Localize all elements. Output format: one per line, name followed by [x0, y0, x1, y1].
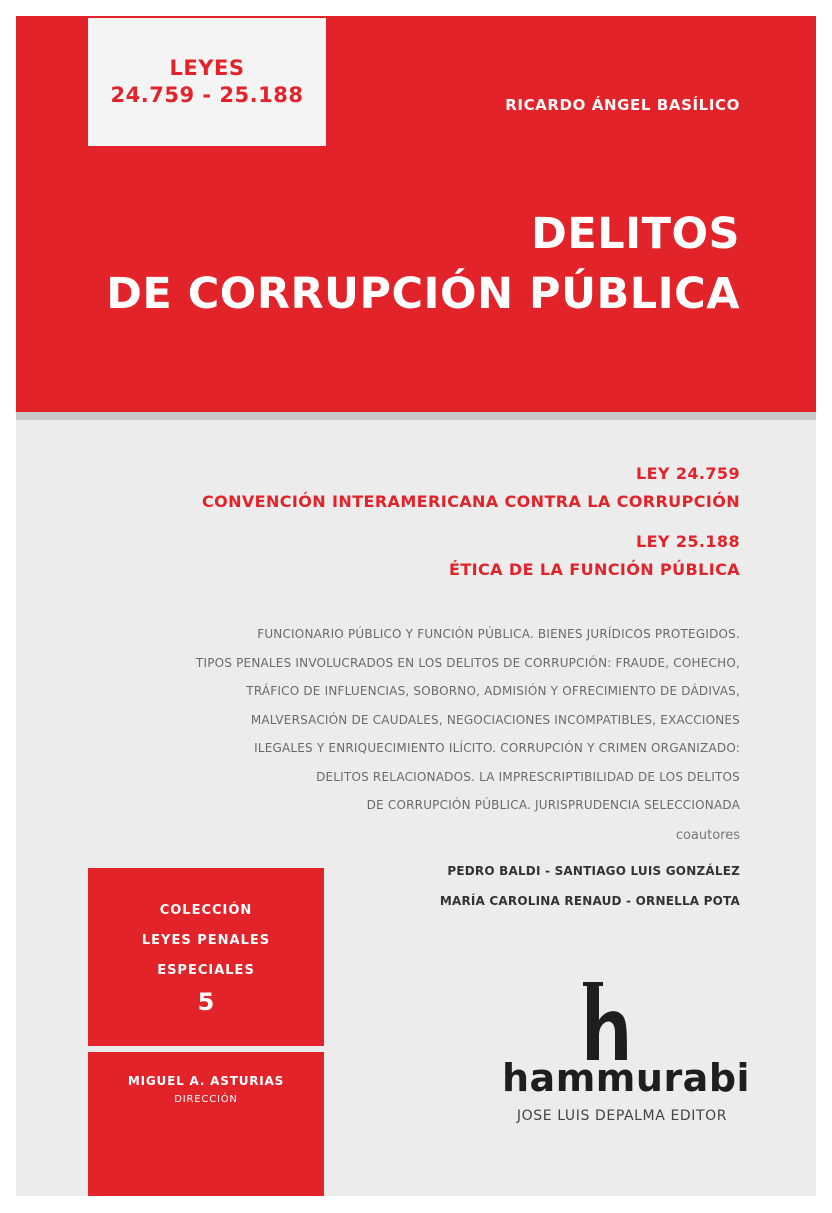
director-box — [88, 1052, 324, 1196]
law-name: CONVENCIÓN INTERAMERICANA CONTRA LA CORRUPCIÓN — [201, 492, 740, 511]
collection-box — [88, 868, 324, 1046]
author-name: RICARDO ÁNGEL BASÍLICO — [505, 96, 740, 114]
description-line: FUNCIONARIO PÚBLICO Y FUNCIÓN PÚBLICA. BIENES JURÍDICOS PROTEGIDOS. — [257, 627, 740, 641]
book-title — [106, 204, 740, 324]
collection-line: COLECCIÓN — [159, 903, 253, 918]
director-role: DIRECCIÓN — [174, 1094, 238, 1105]
book-cover — [16, 16, 816, 1196]
description — [80, 620, 740, 820]
law-number: LEY 24.759 — [635, 464, 740, 483]
collection-number: 5 — [197, 988, 215, 1016]
coautores-label: coautores — [675, 828, 740, 843]
hammurabi-h-logo-icon — [573, 980, 633, 1062]
director-name: MIGUEL A. ASTURIAS — [127, 1074, 285, 1088]
coautores-line: PEDRO BALDI - SANTIAGO LUIS GONZÁLEZ — [447, 864, 740, 878]
cover-divider — [16, 412, 816, 420]
leyes-box — [88, 18, 326, 146]
collection-line: ESPECIALES — [157, 963, 255, 978]
description-line: DELITOS RELACIONADOS. LA IMPRESCRIPTIBILIDAD DE LOS DELITOS — [316, 769, 740, 784]
description-line: MALVERSACIÓN DE CAUDALES, NEGOCIACIONES INCOMPATIBLES, EXACCIONES — [250, 712, 740, 727]
laws-list — [202, 460, 740, 584]
coautores-list — [440, 856, 740, 916]
law-name: ÉTICA DE LA FUNCIÓN PÚBLICA — [449, 560, 740, 579]
title-line-2: DE CORRUPCIÓN PÚBLICA — [106, 269, 740, 319]
description-line: TRÁFICO DE INFLUENCIAS, SOBORNO, ADMISIÓN Y OFRECIMIENTO DE DÁDIVAS, — [246, 684, 740, 698]
description-line: ILEGALES Y ENRIQUECIMIENTO ILÍCITO. CORRUPCIÓN Y CRIMEN ORGANIZADO: — [254, 741, 740, 755]
title-line-1: DELITOS — [531, 209, 740, 259]
collection-line: LEYES PENALES — [141, 933, 271, 948]
publisher-brand: hammurabi — [502, 1056, 751, 1100]
leyes-label: LEYES — [169, 56, 245, 80]
description-line: DE CORRUPCIÓN PÚBLICA. JURISPRUDENCIA SELECCIONADA — [366, 798, 740, 812]
publisher-editor: JOSE LUIS DEPALMA EDITOR — [516, 1108, 728, 1124]
coautores-line: MARÍA CAROLINA RENAUD - ORNELLA POTA — [439, 894, 740, 908]
description-line: TIPOS PENALES INVOLUCRADOS EN LOS DELITOS DE CORRUPCIÓN: FRAUDE, COHECHO, — [195, 655, 740, 670]
leyes-numbers: 24.759 - 25.188 — [110, 83, 304, 107]
law-number: LEY 25.188 — [635, 532, 740, 551]
